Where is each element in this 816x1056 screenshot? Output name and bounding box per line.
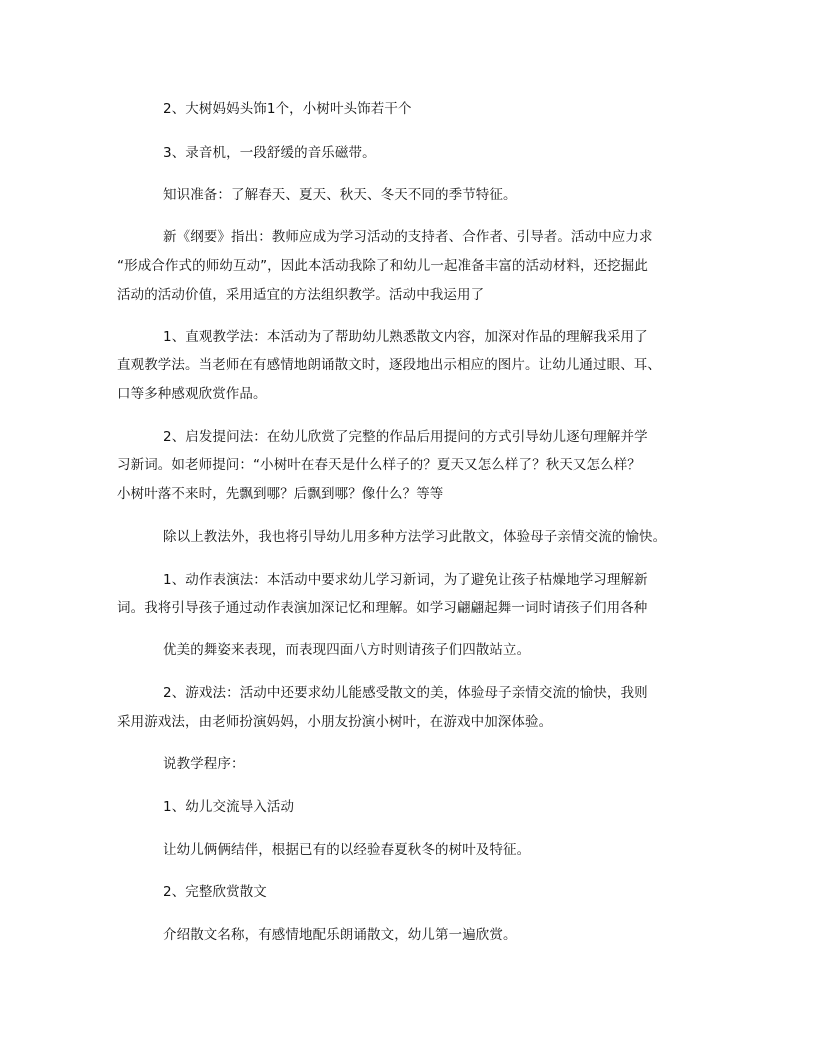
text-line: 口等多种感观欣赏作品。 bbox=[117, 386, 267, 402]
text-line: 优美的舞姿来表现，而表现四面八方时则请孩子们四散站立。 bbox=[163, 642, 531, 658]
text-line: 除以上教法外，我也将引导幼儿用多种方法学习此散文，体验母子亲情交流的愉快。 bbox=[163, 529, 667, 545]
text-line: 直观教学法。当老师在有感情地朗诵散文时，逐段地出示相应的图片。让幼儿通过眼、耳、 bbox=[117, 357, 661, 373]
text-line: 词。我将引导孩子通过动作表演加深记忆和理解。如学习翩翩起舞一词时请孩子们用各种 bbox=[117, 600, 648, 616]
text-line: “形成合作式的师幼互动”，因此本活动我除了和幼儿一起准备丰富的活动材料，还挖掘此 bbox=[117, 258, 648, 274]
text-line: 3、录音机，一段舒缓的音乐磁带。 bbox=[163, 145, 376, 161]
text-line: 新《纲要》指出：教师应成为学习活动的支持者、合作者、引导者。活动中应力求 bbox=[163, 229, 653, 245]
text-line: 习新词。如老师提问：“小树叶在春天是什么样子的？夏天又怎么样了？秋天又怎么样？ bbox=[117, 457, 641, 473]
text-line: 2、游戏法：活动中还要求幼儿能感受散文的美，体验母子亲情交流的愉快，我则 bbox=[163, 685, 648, 701]
text-line: 1、幼儿交流导入活动 bbox=[163, 799, 295, 815]
text-line: 1、直观教学法：本活动为了帮助幼儿熟悉散文内容，加深对作品的理解我采用了 bbox=[163, 329, 648, 345]
text-line: 2、完整欣赏散文 bbox=[163, 884, 267, 900]
text-line: 1、动作表演法：本活动中要求幼儿学习新词，为了避免让孩子枯燥地学习理解新 bbox=[163, 572, 648, 588]
text-line: 采用游戏法，由老师扮演妈妈，小朋友扮演小树叶，在游戏中加深体验。 bbox=[117, 714, 553, 730]
text-line: 说教学程序： bbox=[163, 756, 245, 772]
text-line: 小树叶落不来时，先飘到哪？后飘到哪？像什么？等等 bbox=[117, 486, 444, 502]
text-line: 活动的活动价值，采用适宜的方法组织教学。活动中我运用了 bbox=[117, 287, 485, 303]
text-line: 让幼儿俩俩结伴，根据已有的以经验春夏秋冬的树叶及特征。 bbox=[163, 842, 531, 858]
text-line: 2、启发提问法：在幼儿欣赏了完整的作品后用提问的方式引导幼儿逐句理解并学 bbox=[163, 429, 648, 445]
text-line: 介绍散文名称，有感情地配乐朗诵散文，幼儿第一遍欣赏。 bbox=[163, 927, 517, 943]
text-line: 2、大树妈妈头饰1个，小树叶头饰若干个 bbox=[163, 101, 412, 117]
text-line: 知识准备：了解春天、夏天、秋天、冬天不同的季节特征。 bbox=[163, 187, 517, 203]
